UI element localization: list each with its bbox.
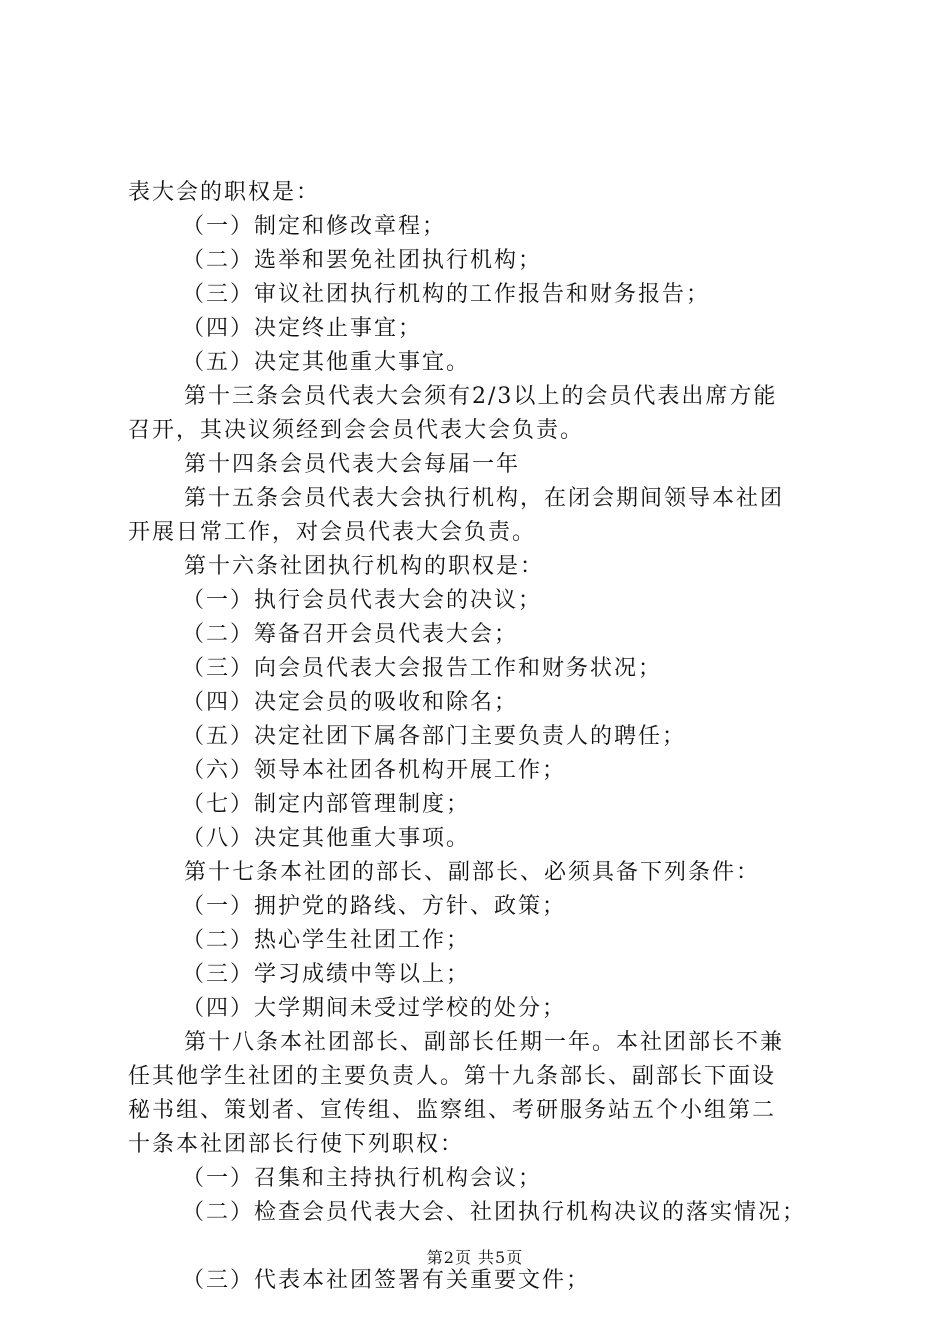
text-line: 召开，其决议须经到会会员代表大会负责。: [128, 418, 585, 443]
article-paragraph: 第十五条会员代表大会执行机构，在闭会期间领导本社团: [184, 486, 785, 511]
text-line: 任其他学生社团的主要负责人。第十九条部长、副部长下面设: [128, 1064, 777, 1089]
article-paragraph: 第十八条本社团部长、副部长任期一年。本社团部长不兼: [184, 1030, 785, 1055]
article-paragraph: 第十六条社团执行机构的职权是：: [184, 554, 545, 579]
list-item: （四）大学期间未受过学校的处分；: [182, 996, 567, 1021]
text-line: 表大会的职权是：: [128, 180, 321, 205]
list-item: （三）向会员代表大会报告工作和财务状况；: [182, 656, 663, 681]
article-paragraph: 第十三条会员代表大会须有2/3以上的会员代表出席方能: [184, 384, 778, 409]
list-item: （二）筹备召开会员代表大会；: [182, 622, 519, 647]
list-item: （一）召集和主持执行机构会议；: [182, 1166, 543, 1191]
list-item: （七）制定内部管理制度；: [182, 792, 471, 817]
list-item: （四）决定终止事宜；: [182, 316, 423, 341]
list-item: （四）决定会员的吸收和除名；: [182, 690, 519, 715]
document-body: [128, 176, 848, 1298]
list-item: （三）代表本社团签署有关重要文件；: [182, 1268, 591, 1293]
text-line: 开展日常工作，对会员代表大会负责。: [128, 520, 537, 545]
list-item: （五）决定社团下属各部门主要负责人的聘任；: [182, 724, 687, 749]
list-item: （二）检查会员代表大会、社团执行机构决议的落实情况；: [182, 1200, 807, 1225]
text-line: 秘书组、策划者、宣传组、监察组、考研服务站五个小组第二: [128, 1098, 777, 1123]
list-item: （五）决定其他重大事宜。: [182, 350, 471, 375]
list-item: （六）领导本社团各机构开展工作；: [182, 758, 567, 783]
article-paragraph: 第十七条本社团的部长、副部长、必须具备下列条件：: [184, 860, 761, 885]
list-item: （一）拥护党的路线、方针、政策；: [182, 894, 567, 919]
list-item: （一）制定和修改章程；: [182, 214, 447, 239]
list-item: （三）学习成绩中等以上；: [182, 962, 471, 987]
list-item: （一）执行会员代表大会的决议；: [182, 588, 543, 613]
list-item: （八）决定其他重大事项。: [182, 826, 471, 851]
text-line: 十条本社团部长行使下列职权：: [128, 1132, 465, 1157]
list-item: （二）选举和罢免社团执行机构；: [182, 248, 543, 273]
article-paragraph: 第十四条会员代表大会每届一年: [184, 452, 521, 477]
list-item: （三）审议社团执行机构的工作报告和财务报告；: [182, 282, 711, 307]
page-number-footer: 第2页 共5页: [426, 1248, 524, 1267]
list-item: （二）热心学生社团工作；: [182, 928, 471, 953]
